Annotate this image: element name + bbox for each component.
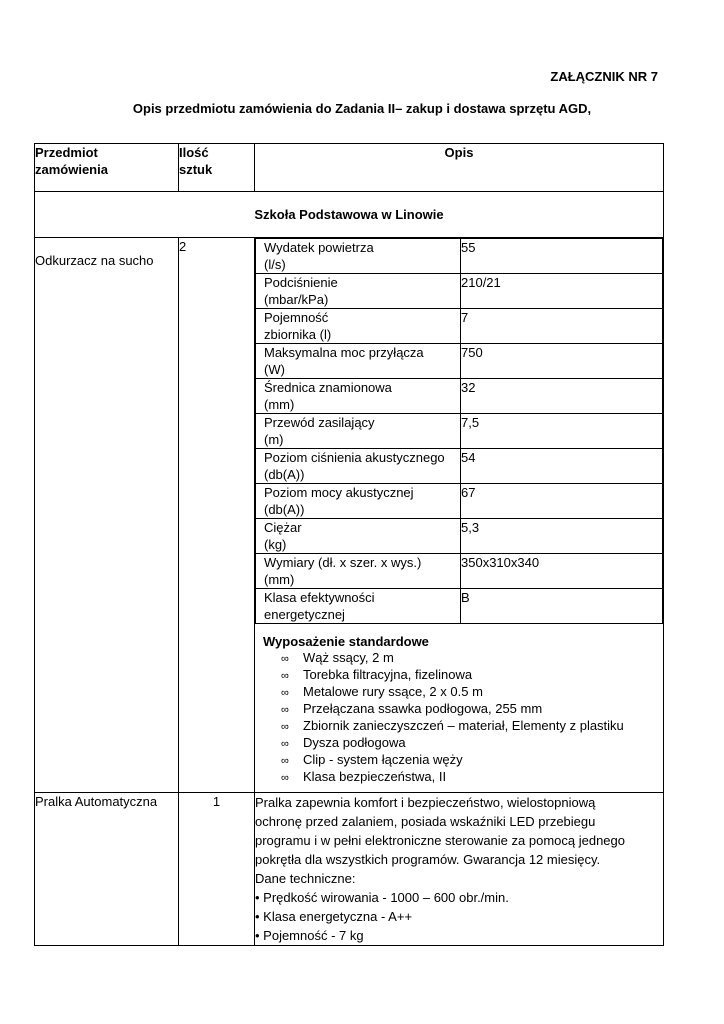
spec-value: 55 (461, 239, 663, 274)
infinity-bullet-icon: ∞ (281, 772, 289, 784)
document-subject: Opis przedmiotu zamówienia do Zadania II– zakup i dostawa sprzętu AGD, (132, 101, 592, 116)
infinity-bullet-icon: ∞ (281, 738, 289, 750)
spec-value: 7 (461, 309, 663, 344)
list-item (281, 701, 663, 718)
infinity-bullet-icon: ∞ (281, 704, 289, 716)
header-description: Opis (255, 144, 664, 192)
spec-label (256, 379, 461, 414)
spec-label-line2: (W) (264, 362, 285, 377)
washer-description-line: • Prędkość wirowania - 1000 – 600 obr./min. (255, 890, 509, 905)
table-header-row (35, 144, 664, 192)
annex-number: ZAŁĄCZNIK NR 7 (550, 69, 658, 84)
washer-description-line: Dane techniczne: (255, 871, 356, 886)
infinity-bullet-icon: ∞ (281, 721, 289, 733)
spec-value: 32 (461, 379, 663, 414)
header-item-line2: zamówienia (35, 162, 108, 177)
infinity-bullet-icon: ∞ (281, 653, 289, 665)
spec-row (256, 414, 663, 449)
list-item (281, 735, 663, 752)
spec-label (256, 414, 461, 449)
spec-label (256, 449, 461, 484)
equipment-item-text: Klasa bezpieczeństwa, II (303, 769, 447, 784)
spec-value: 750 (461, 344, 663, 379)
list-item (281, 684, 663, 701)
spec-label-line2: (l/s) (264, 257, 286, 272)
spec-label-line1: Wymiary (dł. x szer. x wys.) (264, 555, 422, 570)
equipment-item-text: Metalowe rury ssące, 2 x 0.5 m (303, 684, 483, 699)
spec-value: 67 (461, 484, 663, 519)
table-row (35, 238, 664, 793)
spec-row (256, 554, 663, 589)
infinity-bullet-icon: ∞ (281, 687, 289, 699)
equipment-item-text: Torebka filtracyjna, fizelinowa (303, 667, 473, 682)
spec-row (256, 449, 663, 484)
item-quantity-cell (179, 793, 255, 946)
spec-value: 210/21 (461, 274, 663, 309)
spec-value: 350x310x340 (461, 554, 663, 589)
spec-label-line1: Poziom mocy akustycznej (264, 485, 414, 500)
spec-label-line2: zbiornika (l) (264, 327, 332, 342)
spec-value: 5,3 (461, 519, 663, 554)
spec-label-line2: (mm) (264, 397, 295, 412)
spec-row (256, 589, 663, 624)
spec-label-line2: (mm) (264, 572, 295, 587)
spec-value: B (461, 589, 663, 624)
item-quantity-cell (179, 238, 255, 793)
spec-label (256, 519, 461, 554)
spec-label-line1: Ciężar (264, 520, 302, 535)
item-name-cell (35, 793, 179, 946)
school-name: Szkoła Podstawowa w Linowie (35, 192, 664, 238)
spec-label (256, 239, 461, 274)
table-row (35, 793, 664, 946)
vacuum-name: Odkurzacz na sucho (35, 253, 154, 268)
spec-row (256, 379, 663, 414)
header-item (35, 144, 179, 192)
equipment-item-text: Przełączana ssawka podłogowa, 255 mm (303, 701, 543, 716)
spec-label-line2: (mbar/kPa) (264, 292, 329, 307)
spec-label-line2: energetycznej (264, 607, 345, 622)
washer-description (255, 793, 664, 946)
spec-row (256, 484, 663, 519)
washer-description-line: • Pojemność - 7 kg (255, 928, 364, 943)
washer-quantity: 1 (212, 794, 221, 809)
spec-row (256, 519, 663, 554)
spec-label-line1: Średnica znamionowa (264, 380, 392, 395)
spec-label-line2: (db(A)) (264, 467, 305, 482)
equipment-title: Wyposażenie standardowe (263, 634, 429, 649)
spec-label-line1: Wydatek powietrza (264, 240, 374, 255)
item-description-cell (255, 238, 664, 793)
spec-value: 7,5 (461, 414, 663, 449)
header-quantity-line2: sztuk (179, 162, 213, 177)
spec-label-line1: Poziom ciśnienia akustycznego (264, 450, 445, 465)
spec-value: 54 (461, 449, 663, 484)
spec-row (256, 309, 663, 344)
equipment-item-text: Clip - system łączenia węży (303, 752, 463, 767)
spec-label (256, 589, 461, 624)
list-item (281, 718, 663, 735)
list-item (281, 752, 663, 769)
equipment-item-text: Wąż ssący, 2 m (303, 650, 394, 665)
spec-label (256, 554, 461, 589)
vacuum-quantity: 2 (179, 239, 187, 254)
spec-label (256, 344, 461, 379)
spec-label (256, 309, 461, 344)
spec-label-line2: (db(A)) (264, 502, 305, 517)
header-item-line1: Przedmiot (35, 145, 98, 160)
spec-label-line1: Klasa efektywności (264, 590, 375, 605)
equipment-list (255, 650, 663, 792)
list-item (281, 769, 663, 786)
spec-label (256, 484, 461, 519)
washer-name: Pralka Automatyczna (35, 794, 158, 809)
school-row (35, 192, 664, 238)
spec-row (256, 274, 663, 309)
spec-row (256, 239, 663, 274)
washer-description-line: • Klasa energetyczna - A++ (255, 909, 413, 924)
infinity-bullet-icon: ∞ (281, 670, 289, 682)
equipment-item-text: Zbiornik zanieczyszczeń – materiał, Elementy z plastiku (303, 718, 624, 733)
spec-label-line1: Pojemność (264, 310, 329, 325)
spec-row (256, 344, 663, 379)
list-item (281, 667, 663, 684)
spec-label-line1: Maksymalna moc przyłącza (264, 345, 424, 360)
washer-description-line: programu i w pełni elektroniczne sterowanie za pomocą jednego (255, 833, 625, 848)
header-quantity-line1: Ilość (179, 145, 209, 160)
washer-description-line: pokrętła dla wszystkich programów. Gwarancja 12 miesięcy. (255, 852, 601, 867)
spec-label-line2: (kg) (264, 537, 287, 552)
washer-description-line: Pralka zapewnia komfort i bezpieczeństwo, wielostopniową (255, 795, 596, 810)
list-item (281, 650, 663, 667)
infinity-bullet-icon: ∞ (281, 755, 289, 767)
header-quantity (179, 144, 255, 192)
item-name-cell (35, 238, 179, 793)
spec-label-line1: Podciśnienie (264, 275, 338, 290)
spec-label (256, 274, 461, 309)
washer-description-line: ochronę przed zalaniem, posiada wskaźniki LED przebiegu (255, 814, 596, 829)
order-table (34, 143, 664, 946)
equipment-item-text: Dysza podłogowa (303, 735, 406, 750)
spec-label-line2: (m) (264, 432, 284, 447)
vacuum-spec-table (255, 238, 663, 624)
spec-label-line1: Przewód zasilający (264, 415, 375, 430)
